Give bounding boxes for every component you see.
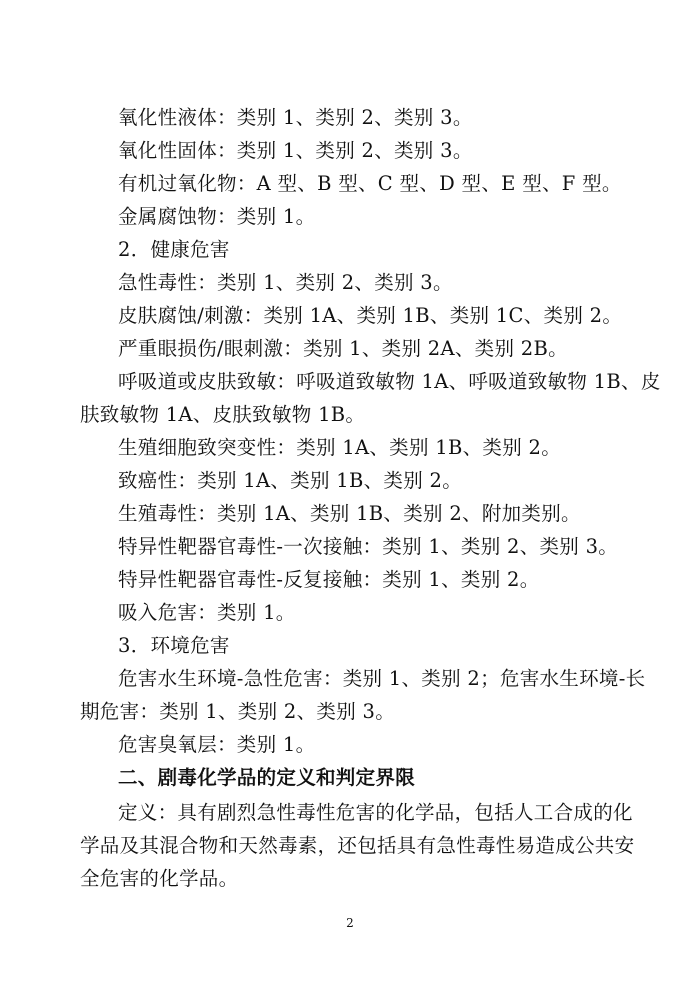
text-line-stot-repeated: 特异性靶器官毒性-反复接触：类别 1、类别 2。 xyxy=(118,568,540,591)
text-line-reproductive-toxicity: 生殖毒性：类别 1A、类别 1B、类别 2、附加类别。 xyxy=(118,502,581,525)
text-line-organic-peroxides: 有机过氧化物：A 型、B 型、C 型、D 型、E 型、F 型。 xyxy=(118,172,622,195)
text-line-skin-corrosion: 皮肤腐蚀/刺激：类别 1A、类别 1B、类别 1C、类别 2。 xyxy=(118,304,623,327)
text-line-corrosive-to-metals: 金属腐蚀物：类别 1。 xyxy=(118,205,316,228)
text-line-aquatic-hazard: 危害水生环境-急性危害：类别 1、类别 2；危害水生环境-长 xyxy=(118,667,646,690)
text-line-carcinogenicity: 致癌性：类别 1A、类别 1B、类别 2。 xyxy=(118,469,463,492)
text-line-aquatic-hazard-cont: 期危害：类别 1、类别 2、类别 3。 xyxy=(80,700,396,723)
text-line-ozone-layer: 危害臭氧层：类别 1。 xyxy=(118,733,316,756)
text-line-germ-cell-mutagenicity: 生殖细胞致突变性：类别 1A、类别 1B、类别 2。 xyxy=(118,436,562,459)
section-heading-environmental-hazards: 3．环境危害 xyxy=(118,634,230,657)
paragraph-definition-line-1: 定义：具有剧烈急性毒性危害的化学品，包括人工合成的化 xyxy=(118,801,633,824)
text-line-sensitization: 呼吸道或皮肤致敏：呼吸道致敏物 1A、呼吸道致敏物 1B、皮 xyxy=(118,370,661,393)
page-number: 2 xyxy=(346,916,354,930)
text-line-oxidizing-liquids: 氧化性液体：类别 1、类别 2、类别 3。 xyxy=(118,106,473,129)
text-line-stot-single: 特异性靶器官毒性-一次接触：类别 1、类别 2、类别 3。 xyxy=(118,535,619,558)
section-heading-health-hazards: 2．健康危害 xyxy=(118,238,230,261)
text-line-sensitization-cont: 肤致敏物 1A、皮肤致敏物 1B。 xyxy=(80,403,366,426)
text-line-oxidizing-solids: 氧化性固体：类别 1、类别 2、类别 3。 xyxy=(118,139,473,162)
text-line-eye-damage: 严重眼损伤/眼刺激：类别 1、类别 2A、类别 2B。 xyxy=(118,337,568,360)
paragraph-definition-line-2: 学品及其混合物和天然毒素，还包括具有急性毒性易造成公共安 xyxy=(80,834,635,857)
text-line-aspiration-hazard: 吸入危害：类别 1。 xyxy=(118,601,296,624)
text-line-acute-toxicity: 急性毒性：类别 1、类别 2、类别 3。 xyxy=(118,271,453,294)
section-title-highly-toxic-chemicals: 二、剧毒化学品的定义和判定界限 xyxy=(118,766,416,789)
paragraph-definition-line-3: 全危害的化学品。 xyxy=(80,867,239,890)
